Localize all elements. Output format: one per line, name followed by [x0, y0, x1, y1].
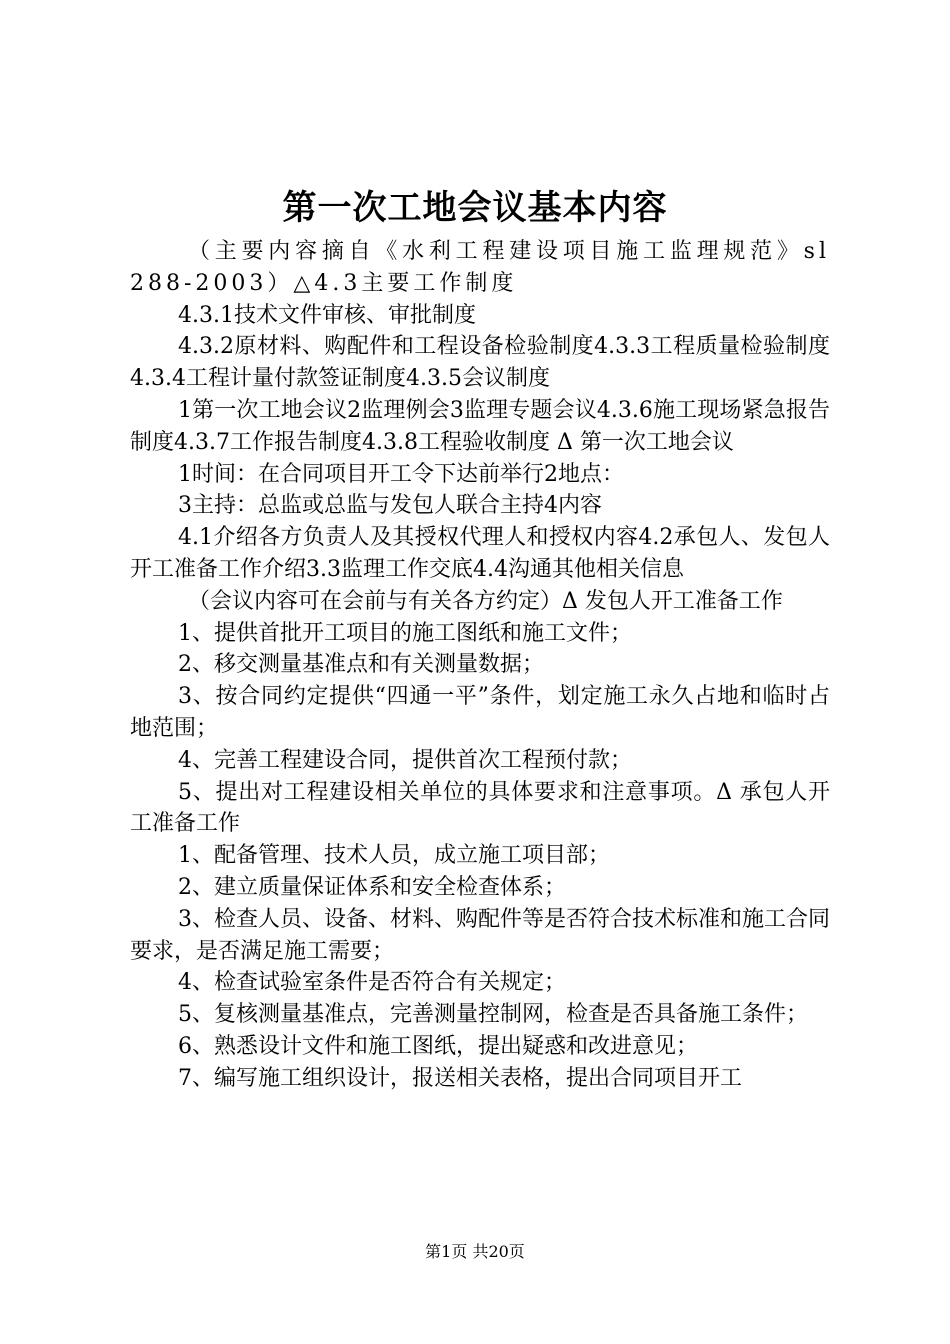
list-item: 5、提出对工程建设相关单位的具体要求和注意事项。Δ 承包人开工准备工作 [130, 779, 830, 837]
list-item: 3、检查人员、设备、材料、购配件等是否符合技术标准和施工合同要求，是否满足施工需要； [130, 906, 830, 964]
list-item: 6、熟悉设计文件和施工图纸，提出疑惑和改进意见； [178, 1033, 698, 1059]
list-item: 2、移交测量基准点和有关测量数据； [178, 652, 544, 678]
list-item: 1、提供首批开工项目的施工图纸和施工文件； [178, 620, 632, 646]
list-item: 2、建立质量保证体系和安全检查体系； [178, 874, 566, 900]
page-number: 第1页 共20页 [425, 1242, 525, 1261]
list-item: 4、检查试验室条件是否符合有关规定； [178, 970, 566, 996]
paragraph-intro: （主要内容摘自《水利工程建设项目施工监理规范》sl288-2003）△4.3主要工作制度 [130, 239, 830, 296]
list-item: 3、按合同约定提供“四通一平”条件，划定施工永久占地和临时占地范围； [130, 684, 830, 741]
list-item: 4、完善工程建设合同，提供首次工程预付款； [178, 747, 632, 773]
paragraph: 3主持：总监或总监与发包人联合主持4内容 [178, 493, 602, 519]
page-title: 第一次工地会议基本内容 [282, 188, 668, 228]
list-item: 1、配备管理、技术人员，成立施工项目部； [178, 843, 610, 869]
list-item: 5、复核测量基准点，完善测量控制网，检查是否具备施工条件； [178, 1002, 808, 1028]
paragraph: 4.1介绍各方负责人及其授权代理人和授权内容4.2承包人、发包人开工准备工作介绍3.3监理工作交底4.4沟通其他相关信息 [130, 525, 830, 582]
document-body [130, 236, 830, 1095]
paragraph: 4.3.2原材料、购配件和工程设备检验制度4.3.3工程质量检验制度4.3.4工程计量付款签证制度4.3.5会议制度 [130, 334, 830, 392]
paragraph: （会议内容可在会前与有关各方约定）Δ 发包人开工准备工作 [188, 588, 783, 614]
list-item: 7、编写施工组织设计，报送相关表格，提出合同项目开工 [178, 1065, 742, 1091]
paragraph: 1时间：在合同项目开工令下达前举行2地点： [178, 461, 624, 487]
paragraph: 1第一次工地会议2监理例会3监理专题会议4.3.6施工现场紧急报告制度4.3.7工作报告制度4.3.8工程验收制度 Δ 第一次工地会议 [130, 397, 830, 455]
paragraph: 4.3.1技术文件审核、审批制度 [178, 302, 476, 328]
